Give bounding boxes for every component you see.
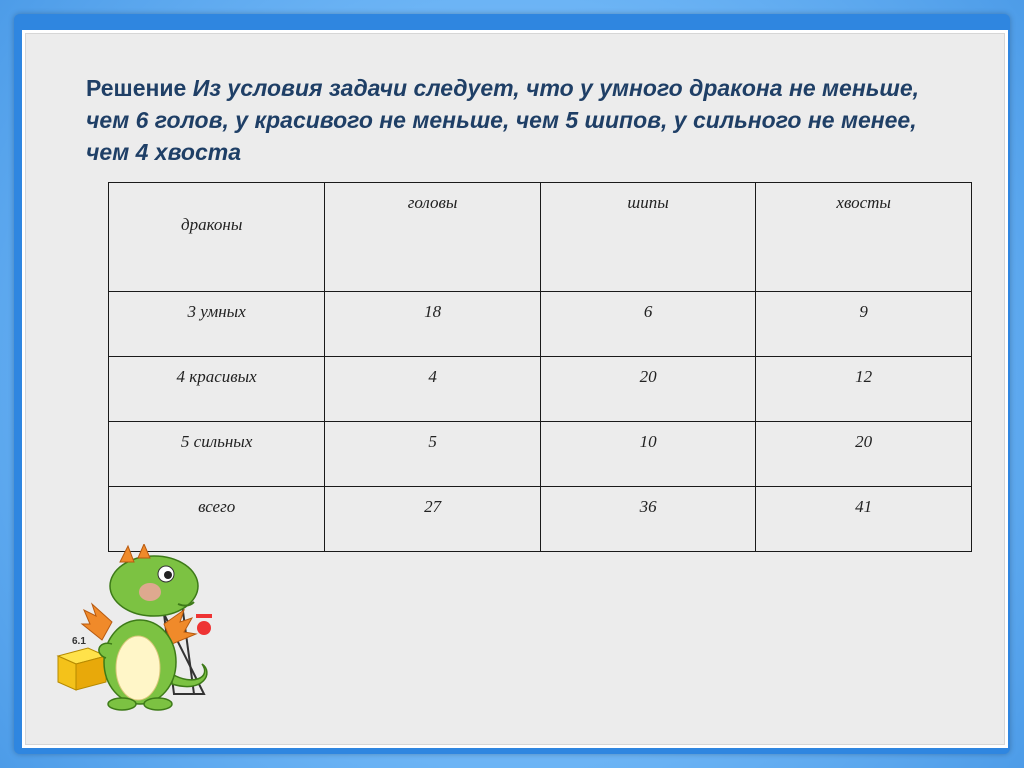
svg-text:6.1: 6.1 bbox=[72, 636, 86, 647]
solution-text: Из условия задачи следует, что у умного дракона не меньше, чем 6 голов, у красивого не меньше, чем 5 шипов, у сильного не менее, чем 4 хвоста bbox=[86, 75, 920, 165]
header-cell-tails: хвосты bbox=[756, 183, 972, 292]
table-cell: 18 bbox=[325, 292, 541, 357]
table-row bbox=[109, 422, 972, 487]
header-cell-heads: головы bbox=[325, 183, 541, 292]
solution-prefix: Решение bbox=[86, 75, 187, 101]
table-row bbox=[109, 292, 972, 357]
math-symbol-icon bbox=[197, 621, 211, 635]
table-cell: 36 bbox=[540, 487, 756, 552]
table-cell: всего bbox=[109, 487, 325, 552]
header-cell-spikes: шипы bbox=[540, 183, 756, 292]
table-cell: 6 bbox=[540, 292, 756, 357]
table-cell: 4 bbox=[325, 357, 541, 422]
table-cell: 9 bbox=[756, 292, 972, 357]
dragon-wing-left bbox=[82, 604, 112, 640]
table-cell: 10 bbox=[540, 422, 756, 487]
table-cell: 12 bbox=[756, 357, 972, 422]
table-header-row bbox=[109, 183, 972, 292]
table-cell: 20 bbox=[540, 357, 756, 422]
table-row bbox=[109, 357, 972, 422]
dragons-table bbox=[108, 182, 972, 552]
solution-heading bbox=[86, 72, 946, 168]
table-cell: 4 красивых bbox=[109, 357, 325, 422]
table-cell: 41 bbox=[756, 487, 972, 552]
table-cell: 5 сильных bbox=[109, 422, 325, 487]
header-cell-dragons: драконы bbox=[109, 183, 325, 292]
table-cell: 3 умных bbox=[109, 292, 325, 357]
dragon-illustration bbox=[54, 544, 222, 714]
table-row bbox=[109, 487, 972, 552]
table-cell: 5 bbox=[325, 422, 541, 487]
table-cell: 27 bbox=[325, 487, 541, 552]
table-cell: 20 bbox=[756, 422, 972, 487]
